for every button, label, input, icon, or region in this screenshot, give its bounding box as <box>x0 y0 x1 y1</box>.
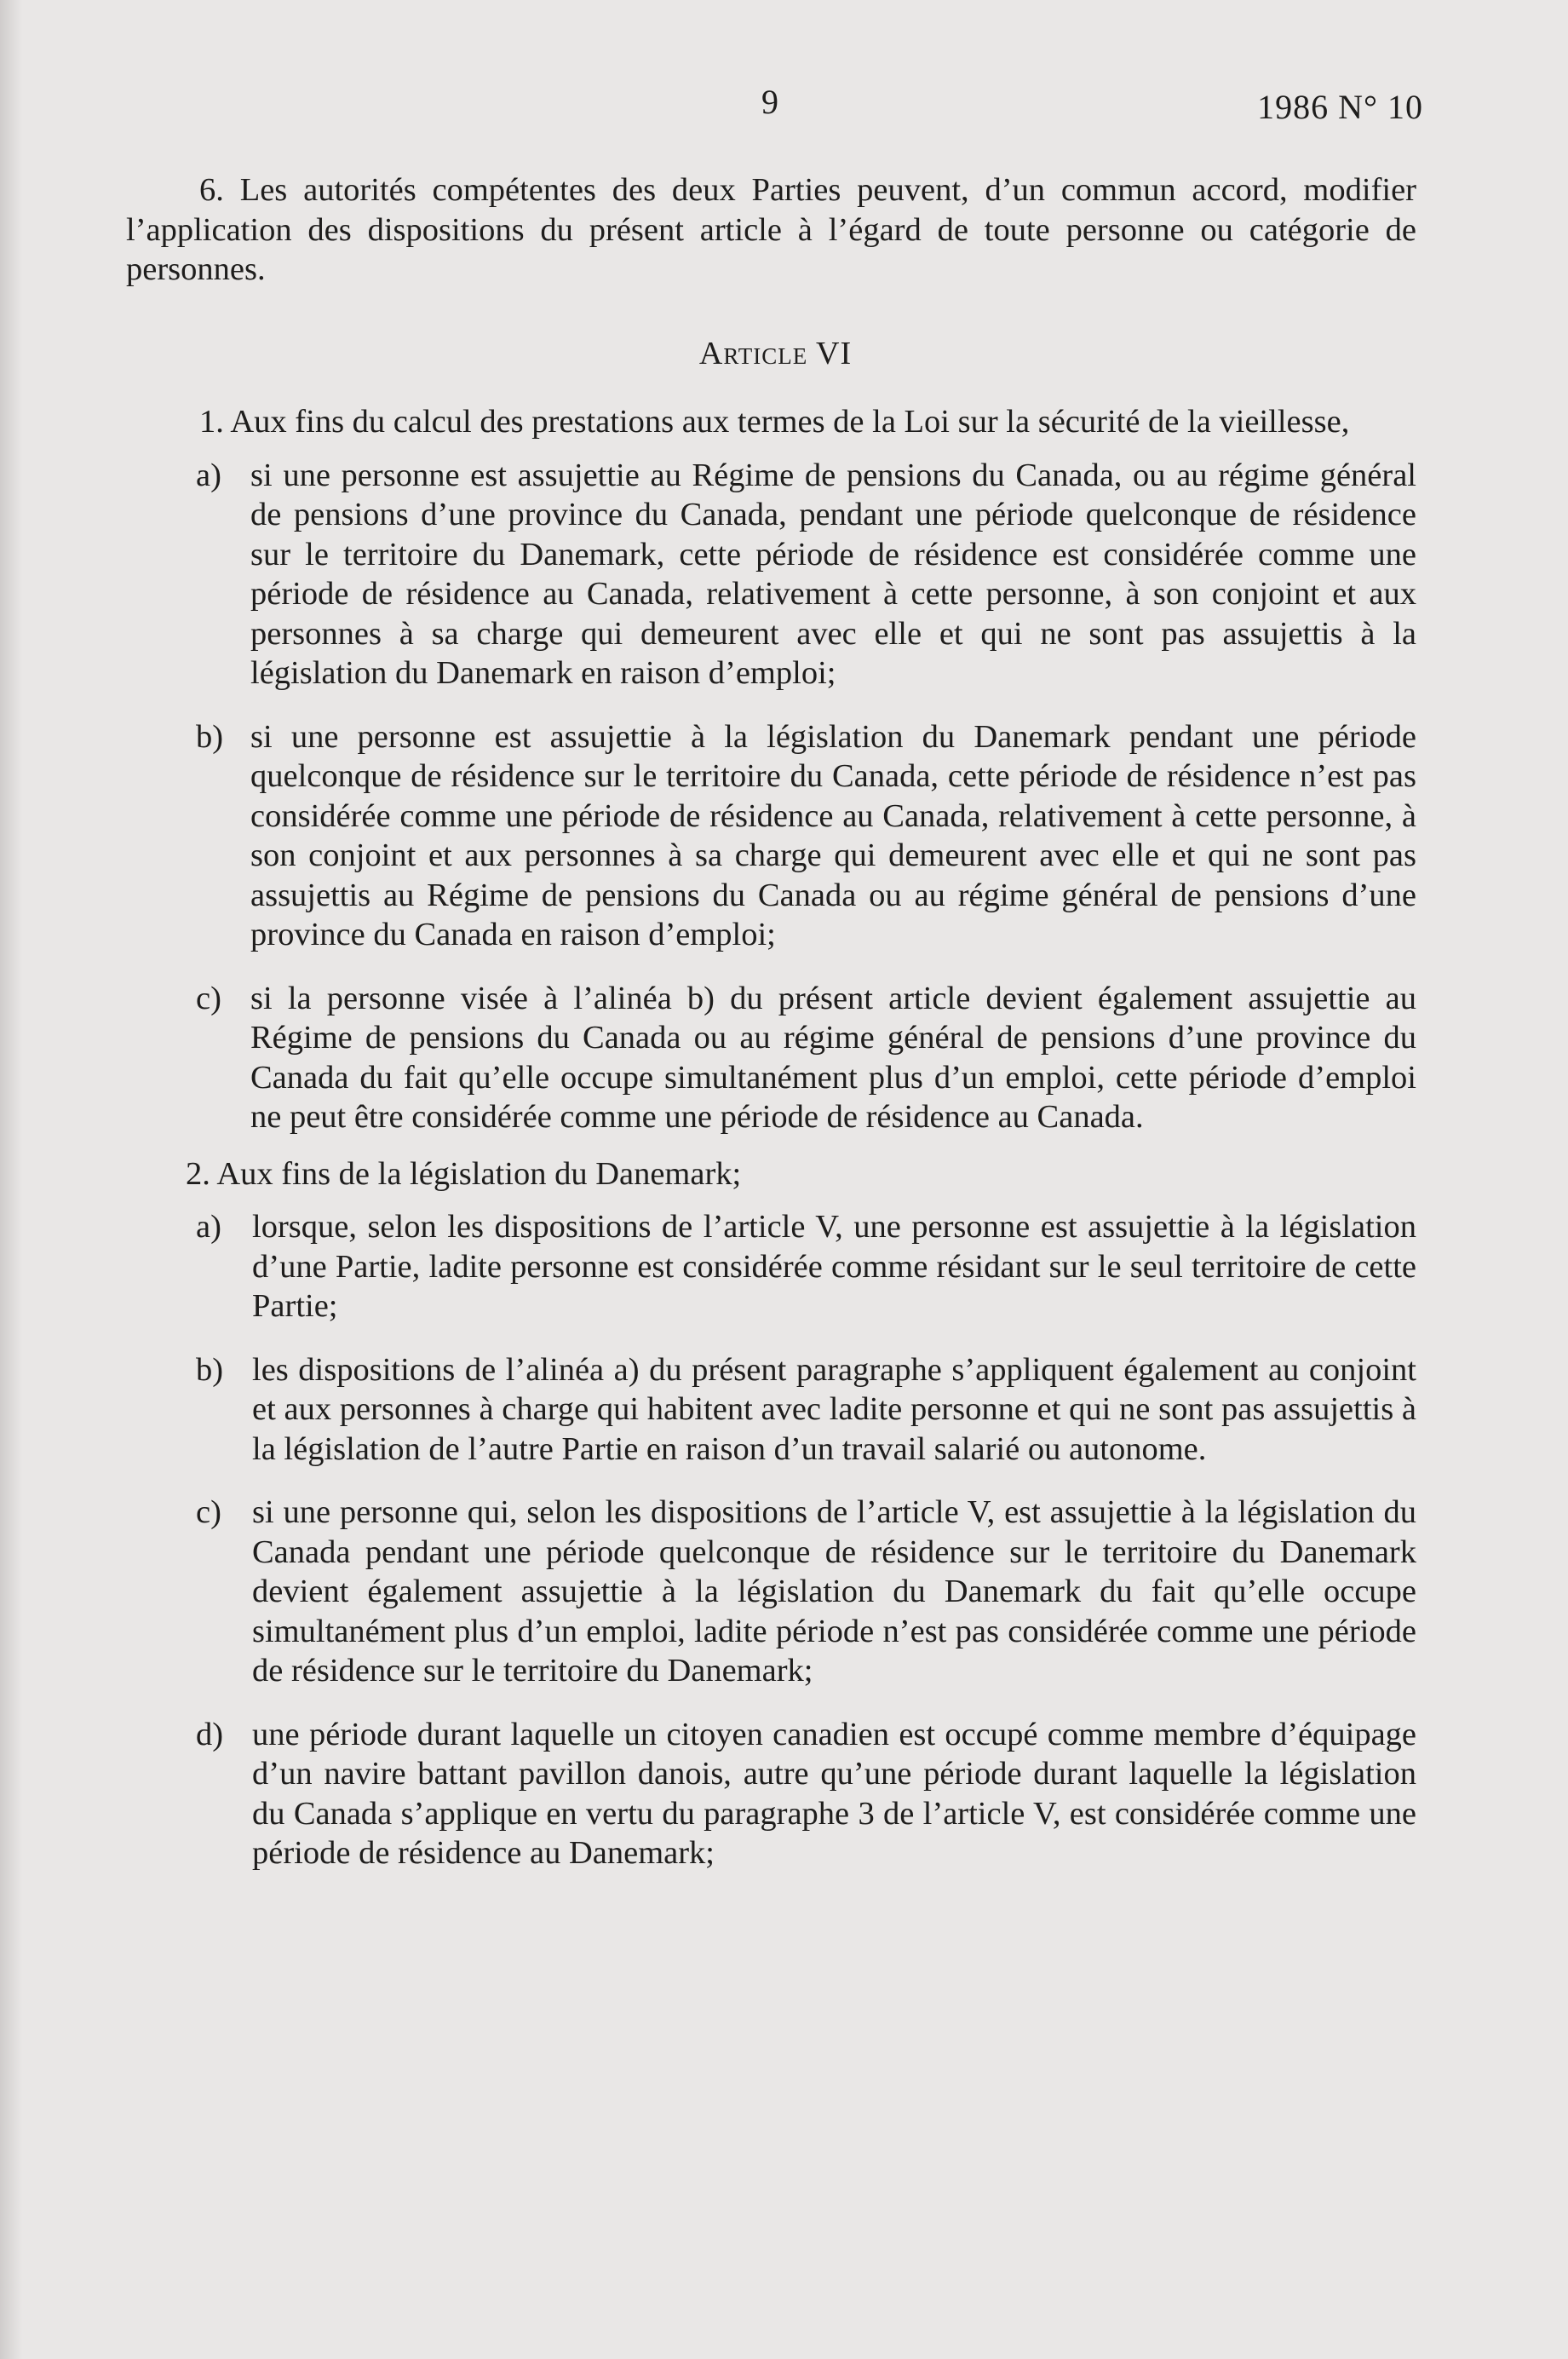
item-text: si une personne est assujettie au Régime de pensions du Canada, ou au régime général de pensions d’une province du Canada, pendant une période quelconque de résidence sur le territoire du Danemark, cette période de résidence est considérée comme une période de résidence au Canada, relativement à cette personne, à son conjoint et aux personnes à sa charge qui demeurent avec elle et qui ne sont pas assujettis à la législation du Danemark en raison d’emploi; <box>250 457 1416 691</box>
item-label: a) <box>196 1209 221 1245</box>
list-item <box>126 717 1416 955</box>
item-label: b) <box>196 1351 224 1388</box>
item-text: si la personne visée à l’alinéa b) du présent article devient également assujettie au Régime de pensions du Canada ou au régime général de pensions d’une province du Canada du fait qu’elle occupe simultanément plus d’un emploi, cette période d’emploi ne peut être considérée comme une période de résidence au Canada. <box>250 980 1416 1135</box>
item-label: c) <box>196 980 221 1016</box>
year-number-label: 1986 N° 10 <box>1257 88 1423 126</box>
item-text: si une personne qui, selon les dispositions de l’article V, est assujettie à la législation du Canada pendant une période quelconque de résidence sur le territoire du Danemark devient également assujettie à la législation du Danemark du fait qu’elle occupe simultanément plus d’un emploi, ladite période n’est pas considérée comme une période de résidence sur le territoire du Danemark; <box>252 1494 1416 1689</box>
page-number: 9 <box>761 83 778 121</box>
page-header <box>0 82 1568 133</box>
item-text: lorsque, selon les dispositions de l’article V, une personne est assujettie à la législation d’une Partie, ladite personne est considérée comme résidant sur le seul territoire de cette Partie; <box>252 1209 1416 1324</box>
item-label: b) <box>196 718 224 755</box>
article-heading: Article VI <box>698 335 853 371</box>
item-text: si une personne est assujettie à la législation du Danemark pendant une période quelconque de résidence sur le territoire du Canada, cette période de résidence n’est pas considérée comme une période de résidence au Canada, relativement à cette personne, à son conjoint et aux personnes à sa charge qui demeurent avec elle et qui ne sont pas assujettis au Régime de pensions du Canada ou au régime général de pensions d’une province du Canada en raison d’emploi; <box>250 718 1416 952</box>
list-item <box>126 1207 1416 1326</box>
paragraph-1: 1. Aux fins du calcul des prestations aux termes de la Loi sur la sécurité de la vieillesse, <box>199 404 1350 440</box>
item-text: une période durant laquelle un citoyen canadien est occupé comme membre d’équipage d’un navire battant pavillon danois, autre qu’une période durant laquelle la législation du Canada s’applique en vertu du paragraphe 3 de l’article V, est considérée comme une période de résidence au Danemark; <box>252 1716 1416 1871</box>
list-item <box>126 979 1416 1137</box>
item-label: a) <box>196 457 221 493</box>
list-item <box>126 1350 1416 1470</box>
list-item <box>126 1715 1416 1873</box>
item-text: les dispositions de l’alinéa a) du présent paragraphe s’appliquent également au conjoint et aux personnes à charge qui habitent avec ladite personne et qui ne sont pas assujettis à la législation de l’autre Partie en raison d’un travail salarié ou autonome. <box>252 1351 1416 1467</box>
list-item <box>126 1493 1416 1691</box>
document-body <box>126 170 1416 1873</box>
page-edge-shadow <box>0 0 22 2359</box>
paragraph-2: 2. Aux fins de la législation du Danemark; <box>186 1155 742 1192</box>
item-label: d) <box>196 1716 224 1752</box>
list-item <box>126 456 1416 693</box>
item-label: c) <box>196 1494 221 1530</box>
paragraph-6: 6. Les autorités compétentes des deux Parties peuvent, d’un commun accord, modifier l’application des dispositions du présent article à l’égard de toute personne ou catégorie de personnes. <box>126 172 1416 287</box>
